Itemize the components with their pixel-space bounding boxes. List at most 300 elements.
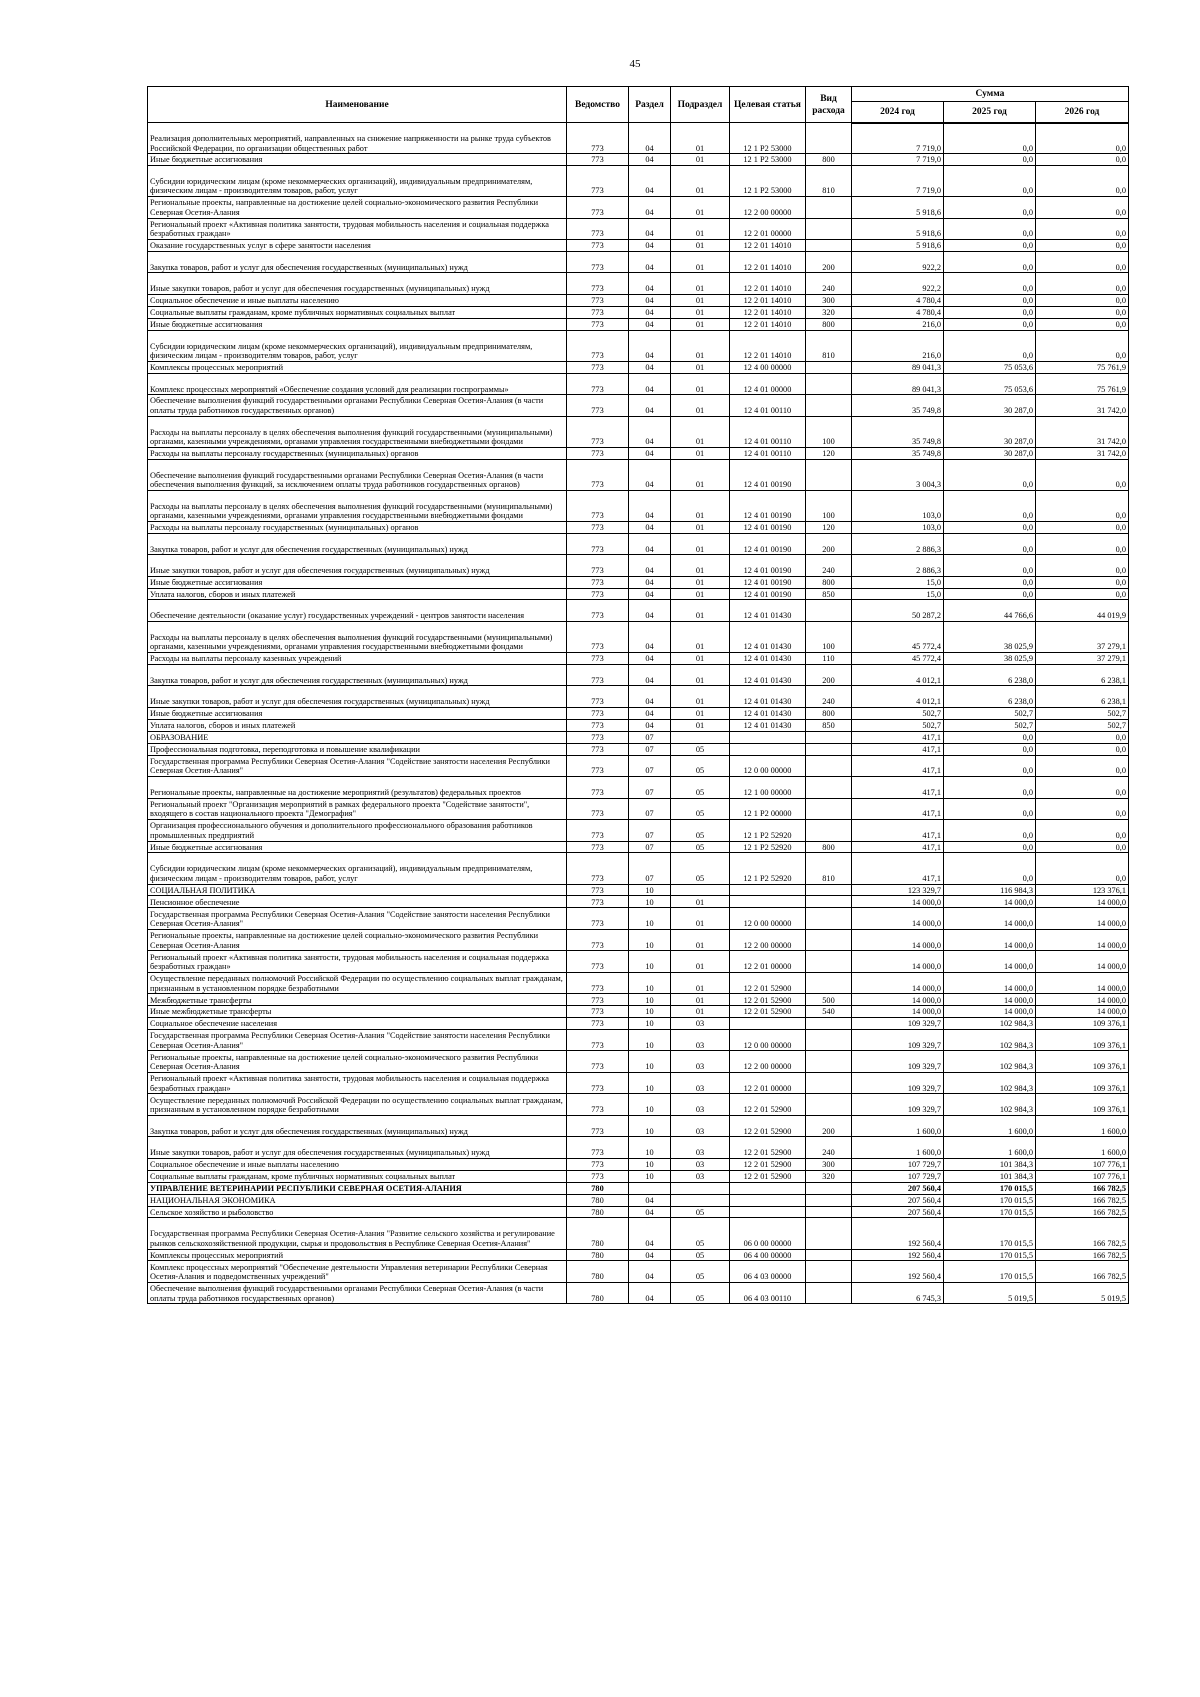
row-exptype-cell: 100 — [806, 490, 852, 521]
row-sum-2025-cell: 14 000,0 — [944, 896, 1036, 908]
row-sum-2025-cell: 6 238,0 — [944, 664, 1036, 686]
row-sum-2025-cell: 0,0 — [944, 755, 1036, 777]
row-sum-2026-cell: 0,0 — [1036, 755, 1129, 777]
row-subsection-cell: 03 — [671, 1018, 730, 1030]
row-name-cell: Осуществление переданных полномочий Российской Федерации по осуществлению социальных выплат гражданам, признанным в установленном порядке безработными — [148, 972, 567, 994]
row-sum-2024-cell: 7 719,0 — [852, 165, 944, 196]
row-name-cell: Пенсионное обеспечение — [148, 896, 567, 908]
row-section-cell: 10 — [629, 884, 671, 896]
row-exptype-cell: 810 — [806, 853, 852, 884]
row-subsection-cell: 03 — [671, 1158, 730, 1170]
row-name-cell: Региональные проекты, направленные на достижение целей социально-экономического развития Республики Северная Осетия-Алания — [148, 929, 567, 951]
row-target-cell: 06 0 00 00000 — [730, 1218, 806, 1249]
table-row — [148, 853, 1129, 884]
row-sum-2025-cell: 0,0 — [944, 459, 1036, 490]
table-row — [148, 521, 1129, 533]
row-target-cell — [730, 1194, 806, 1206]
row-name-cell: Закупка товаров, работ и услуг для обеспечения государственных (муниципальных) нужд — [148, 251, 567, 273]
row-subsection-cell: 03 — [671, 1072, 730, 1094]
row-section-cell: 04 — [629, 1261, 671, 1283]
table-row — [148, 1115, 1129, 1137]
row-section-cell: 04 — [629, 154, 671, 166]
row-sum-2026-cell: 0,0 — [1036, 197, 1129, 219]
row-section-cell: 04 — [629, 395, 671, 417]
row-section-cell: 10 — [629, 929, 671, 951]
row-subsection-cell: 01 — [671, 686, 730, 708]
row-exptype-cell — [806, 972, 852, 994]
row-exptype-cell: 240 — [806, 273, 852, 295]
row-sum-2024-cell: 417,1 — [852, 731, 944, 743]
row-sum-2025-cell: 102 984,3 — [944, 1018, 1036, 1030]
row-sum-2025-cell: 0,0 — [944, 218, 1036, 240]
row-subsection-cell: 01 — [671, 576, 730, 588]
row-subsection-cell: 01 — [671, 447, 730, 459]
table-row — [148, 664, 1129, 686]
row-exptype-cell — [806, 240, 852, 252]
row-target-cell: 12 2 01 52900 — [730, 1170, 806, 1182]
row-sum-2025-cell: 0,0 — [944, 240, 1036, 252]
row-sum-2024-cell: 45 772,4 — [852, 621, 944, 652]
table-row — [148, 896, 1129, 908]
row-subsection-cell: 01 — [671, 240, 730, 252]
row-exptype-cell — [806, 798, 852, 820]
row-name-cell: Оказание государственных услуг в сфере занятости населения — [148, 240, 567, 252]
row-target-cell: 12 2 01 00000 — [730, 218, 806, 240]
table-row — [148, 154, 1129, 166]
row-name-cell: Комплекс процессных мероприятий "Обеспечение деятельности Управления ветеринарии Республики Северная Осетия-Алания и подведомственных учреждений" — [148, 1261, 567, 1283]
row-exptype-cell — [806, 1051, 852, 1073]
row-sum-2025-cell: 0,0 — [944, 251, 1036, 273]
row-target-cell: 12 2 01 14010 — [730, 251, 806, 273]
row-subsection-cell: 05 — [671, 755, 730, 777]
table-row — [148, 447, 1129, 459]
row-exptype-cell: 850 — [806, 588, 852, 600]
row-exptype-cell — [806, 395, 852, 417]
row-sum-2026-cell: 1 600,0 — [1036, 1137, 1129, 1159]
row-sum-2026-cell: 0,0 — [1036, 777, 1129, 799]
row-sum-2026-cell: 0,0 — [1036, 576, 1129, 588]
row-subsection-cell: 01 — [671, 123, 730, 154]
row-sum-2025-cell: 102 984,3 — [944, 1051, 1036, 1073]
row-dept-cell: 773 — [567, 447, 629, 459]
table-row — [148, 1194, 1129, 1206]
row-subsection-cell: 01 — [671, 951, 730, 973]
row-section-cell: 04 — [629, 490, 671, 521]
row-section-cell — [629, 1182, 671, 1194]
row-sum-2025-cell: 1 600,0 — [944, 1115, 1036, 1137]
row-section-cell: 04 — [629, 240, 671, 252]
row-sum-2024-cell: 192 560,4 — [852, 1218, 944, 1249]
row-subsection-cell: 01 — [671, 994, 730, 1006]
row-name-cell: Реализация дополнительных мероприятий, направленных на снижение напряженности на рынке труда субъектов Российской Федерации, по организации общественных работ — [148, 123, 567, 154]
row-sum-2024-cell: 5 918,6 — [852, 240, 944, 252]
row-sum-2026-cell: 0,0 — [1036, 533, 1129, 555]
row-section-cell: 10 — [629, 1115, 671, 1137]
row-sum-2025-cell: 116 984,3 — [944, 884, 1036, 896]
row-subsection-cell: 03 — [671, 1115, 730, 1137]
row-dept-cell: 773 — [567, 533, 629, 555]
row-exptype-cell — [806, 218, 852, 240]
row-sum-2024-cell: 14 000,0 — [852, 896, 944, 908]
row-sum-2026-cell: 0,0 — [1036, 588, 1129, 600]
row-dept-cell: 773 — [567, 1029, 629, 1051]
table-row — [148, 972, 1129, 994]
row-sum-2026-cell: 0,0 — [1036, 294, 1129, 306]
row-sum-2026-cell: 1 600,0 — [1036, 1115, 1129, 1137]
row-subsection-cell: 05 — [671, 1282, 730, 1304]
row-dept-cell: 773 — [567, 1158, 629, 1170]
row-section-cell: 10 — [629, 1072, 671, 1094]
row-sum-2026-cell: 107 776,1 — [1036, 1158, 1129, 1170]
row-section-cell: 04 — [629, 123, 671, 154]
row-section-cell: 04 — [629, 588, 671, 600]
table-row — [148, 306, 1129, 318]
row-name-cell: УПРАВЛЕНИЕ ВЕТЕРИНАРИИ РЕСПУБЛИКИ СЕВЕРНАЯ ОСЕТИЯ-АЛАНИЯ — [148, 1182, 567, 1194]
table-row — [148, 330, 1129, 361]
row-section-cell: 04 — [629, 1206, 671, 1218]
table-row — [148, 1282, 1129, 1304]
row-sum-2026-cell: 0,0 — [1036, 240, 1129, 252]
row-section-cell: 10 — [629, 908, 671, 930]
row-sum-2024-cell: 4 780,4 — [852, 294, 944, 306]
row-sum-2025-cell: 170 015,5 — [944, 1218, 1036, 1249]
row-exptype-cell: 500 — [806, 994, 852, 1006]
row-target-cell: 12 1 00 00000 — [730, 777, 806, 799]
row-name-cell: Региональный проект "Организация мероприятий в рамках федерального проекта "Содействие занятости", входящего в состав национального проекта "Демография" — [148, 798, 567, 820]
row-sum-2026-cell: 0,0 — [1036, 251, 1129, 273]
row-dept-cell: 780 — [567, 1261, 629, 1283]
row-sum-2024-cell: 14 000,0 — [852, 929, 944, 951]
row-section-cell: 04 — [629, 306, 671, 318]
row-sum-2024-cell: 14 000,0 — [852, 908, 944, 930]
row-target-cell: 12 4 01 00190 — [730, 521, 806, 533]
row-target-cell: 12 2 01 14010 — [730, 273, 806, 295]
row-sum-2025-cell: 14 000,0 — [944, 951, 1036, 973]
row-target-cell: 12 2 01 52900 — [730, 994, 806, 1006]
row-sum-2025-cell: 0,0 — [944, 330, 1036, 361]
row-section-cell: 04 — [629, 521, 671, 533]
row-sum-2024-cell: 417,1 — [852, 777, 944, 799]
row-sum-2024-cell: 4 012,1 — [852, 686, 944, 708]
row-name-cell: Расходы на выплаты персоналу в целях обеспечения выполнения функций государственными (муниципальными) органами, казенными учреждениями, органами управления государственными внебюджетными фондами — [148, 490, 567, 521]
row-subsection-cell: 01 — [671, 294, 730, 306]
row-subsection-cell: 01 — [671, 373, 730, 395]
row-sum-2024-cell: 207 560,4 — [852, 1194, 944, 1206]
row-sum-2025-cell: 170 015,5 — [944, 1261, 1036, 1283]
row-name-cell: Региональный проект «Активная политика занятости, трудовая мобильность населения и социальная поддержка безработных граждан» — [148, 951, 567, 973]
row-target-cell: 12 4 01 01430 — [730, 664, 806, 686]
row-sum-2024-cell: 417,1 — [852, 798, 944, 820]
row-section-cell: 07 — [629, 743, 671, 755]
table-row — [148, 820, 1129, 842]
row-target-cell: 12 2 00 00000 — [730, 929, 806, 951]
row-subsection-cell: 05 — [671, 820, 730, 842]
row-target-cell — [730, 896, 806, 908]
row-sum-2024-cell: 107 729,7 — [852, 1158, 944, 1170]
row-sum-2025-cell: 0,0 — [944, 731, 1036, 743]
row-subsection-cell: 01 — [671, 1006, 730, 1018]
row-dept-cell: 780 — [567, 1249, 629, 1261]
row-sum-2025-cell: 14 000,0 — [944, 972, 1036, 994]
row-sum-2026-cell: 0,0 — [1036, 306, 1129, 318]
row-dept-cell: 773 — [567, 841, 629, 853]
row-sum-2026-cell: 6 238,1 — [1036, 686, 1129, 708]
row-section-cell: 10 — [629, 1137, 671, 1159]
col-header-section: Раздел — [629, 87, 671, 123]
row-dept-cell: 773 — [567, 1018, 629, 1030]
table-row — [148, 240, 1129, 252]
row-target-cell — [730, 1182, 806, 1194]
row-exptype-cell — [806, 123, 852, 154]
row-target-cell: 12 1 Р2 53000 — [730, 123, 806, 154]
row-section-cell: 07 — [629, 853, 671, 884]
row-dept-cell: 773 — [567, 555, 629, 577]
row-section-cell: 04 — [629, 165, 671, 196]
row-exptype-cell: 240 — [806, 686, 852, 708]
row-name-cell: Иные закупки товаров, работ и услуг для обеспечения государственных (муниципальных) нужд — [148, 1137, 567, 1159]
row-name-cell: Социальные выплаты гражданам, кроме публичных нормативных социальных выплат — [148, 306, 567, 318]
table-row — [148, 555, 1129, 577]
row-name-cell: Расходы на выплаты персоналу государственных (муниципальных) органов — [148, 447, 567, 459]
row-sum-2026-cell: 0,0 — [1036, 490, 1129, 521]
row-sum-2026-cell: 31 742,0 — [1036, 395, 1129, 417]
row-target-cell: 12 4 01 00190 — [730, 459, 806, 490]
row-sum-2025-cell: 102 984,3 — [944, 1029, 1036, 1051]
row-sum-2026-cell: 14 000,0 — [1036, 972, 1129, 994]
row-sum-2026-cell: 0,0 — [1036, 459, 1129, 490]
row-section-cell: 04 — [629, 459, 671, 490]
row-sum-2024-cell: 417,1 — [852, 841, 944, 853]
row-target-cell: 12 1 Р2 53000 — [730, 165, 806, 196]
row-sum-2026-cell: 44 019,9 — [1036, 600, 1129, 622]
row-sum-2024-cell: 35 749,8 — [852, 395, 944, 417]
row-sum-2025-cell: 30 287,0 — [944, 447, 1036, 459]
row-sum-2025-cell: 75 053,6 — [944, 373, 1036, 395]
table-row — [148, 123, 1129, 154]
row-sum-2025-cell: 0,0 — [944, 533, 1036, 555]
row-name-cell: Расходы на выплаты персоналу казенных учреждений — [148, 653, 567, 665]
row-dept-cell: 773 — [567, 707, 629, 719]
row-sum-2025-cell: 0,0 — [944, 841, 1036, 853]
row-subsection-cell: 05 — [671, 841, 730, 853]
row-sum-2026-cell: 14 000,0 — [1036, 1006, 1129, 1018]
table-row — [148, 1006, 1129, 1018]
row-sum-2026-cell: 502,7 — [1036, 719, 1129, 731]
row-sum-2026-cell: 502,7 — [1036, 707, 1129, 719]
row-dept-cell: 773 — [567, 853, 629, 884]
row-sum-2025-cell: 0,0 — [944, 743, 1036, 755]
table-row — [148, 1158, 1129, 1170]
row-sum-2026-cell: 166 782,5 — [1036, 1261, 1129, 1283]
row-exptype-cell — [806, 1206, 852, 1218]
row-exptype-cell: 100 — [806, 416, 852, 447]
row-exptype-cell — [806, 1218, 852, 1249]
row-section-cell: 04 — [629, 600, 671, 622]
row-dept-cell: 773 — [567, 197, 629, 219]
row-name-cell: Профессиональная подготовка, переподготовка и повышение квалификации — [148, 743, 567, 755]
row-sum-2025-cell: 0,0 — [944, 521, 1036, 533]
row-sum-2024-cell: 216,0 — [852, 318, 944, 330]
row-target-cell — [730, 743, 806, 755]
row-exptype-cell: 300 — [806, 294, 852, 306]
row-sum-2024-cell: 14 000,0 — [852, 972, 944, 994]
row-subsection-cell: 01 — [671, 218, 730, 240]
row-subsection-cell: 05 — [671, 1218, 730, 1249]
col-header-exptype: Вид расхода — [806, 87, 852, 123]
row-sum-2024-cell: 109 329,7 — [852, 1094, 944, 1116]
row-sum-2024-cell: 109 329,7 — [852, 1018, 944, 1030]
row-sum-2024-cell: 4 012,1 — [852, 664, 944, 686]
row-target-cell: 12 4 01 01430 — [730, 653, 806, 665]
table-body — [148, 123, 1129, 1304]
row-sum-2025-cell: 0,0 — [944, 306, 1036, 318]
row-target-cell: 12 2 01 14010 — [730, 306, 806, 318]
row-subsection-cell: 03 — [671, 1029, 730, 1051]
table-row — [148, 951, 1129, 973]
table-row — [148, 719, 1129, 731]
col-header-dept: Ведомство — [567, 87, 629, 123]
row-subsection-cell: 01 — [671, 896, 730, 908]
row-exptype-cell — [806, 755, 852, 777]
row-section-cell: 04 — [629, 664, 671, 686]
row-subsection-cell: 01 — [671, 490, 730, 521]
row-dept-cell: 773 — [567, 896, 629, 908]
row-dept-cell: 773 — [567, 798, 629, 820]
row-target-cell: 12 2 01 52900 — [730, 1094, 806, 1116]
row-section-cell: 10 — [629, 1029, 671, 1051]
row-target-cell: 12 2 01 14010 — [730, 294, 806, 306]
row-section-cell: 04 — [629, 447, 671, 459]
row-name-cell: Иные закупки товаров, работ и услуг для обеспечения государственных (муниципальных) нужд — [148, 273, 567, 295]
row-dept-cell: 780 — [567, 1194, 629, 1206]
row-target-cell: 12 0 00 00000 — [730, 908, 806, 930]
row-sum-2026-cell: 0,0 — [1036, 743, 1129, 755]
row-sum-2026-cell: 109 376,1 — [1036, 1094, 1129, 1116]
row-sum-2025-cell: 170 015,5 — [944, 1206, 1036, 1218]
row-dept-cell: 773 — [567, 994, 629, 1006]
row-subsection-cell: 01 — [671, 197, 730, 219]
col-header-2026: 2026 год — [1036, 102, 1129, 123]
row-sum-2025-cell: 38 025,9 — [944, 621, 1036, 652]
row-sum-2026-cell: 14 000,0 — [1036, 994, 1129, 1006]
row-subsection-cell: 05 — [671, 1249, 730, 1261]
row-section-cell: 04 — [629, 361, 671, 373]
row-dept-cell: 780 — [567, 1218, 629, 1249]
row-target-cell: 06 4 00 00000 — [730, 1249, 806, 1261]
row-section-cell: 10 — [629, 972, 671, 994]
col-header-sum: Сумма — [852, 87, 1129, 102]
row-name-cell: Межбюджетные трансферты — [148, 994, 567, 1006]
row-target-cell: 12 2 01 00000 — [730, 1072, 806, 1094]
row-dept-cell: 773 — [567, 1072, 629, 1094]
row-exptype-cell: 240 — [806, 1137, 852, 1159]
row-subsection-cell — [671, 1182, 730, 1194]
row-dept-cell: 773 — [567, 731, 629, 743]
row-section-cell: 04 — [629, 686, 671, 708]
row-sum-2025-cell: 502,7 — [944, 707, 1036, 719]
row-target-cell: 12 4 01 00110 — [730, 416, 806, 447]
row-section-cell: 10 — [629, 896, 671, 908]
row-name-cell: Субсидии юридическим лицам (кроме некоммерческих организаций), индивидуальным предпринимателям, физическим лицам - производителям товаров, работ, услуг — [148, 330, 567, 361]
row-subsection-cell: 01 — [671, 318, 730, 330]
row-exptype-cell — [806, 777, 852, 799]
row-dept-cell: 773 — [567, 459, 629, 490]
row-sum-2024-cell: 7 719,0 — [852, 154, 944, 166]
row-exptype-cell — [806, 1261, 852, 1283]
row-sum-2026-cell: 109 376,1 — [1036, 1018, 1129, 1030]
row-subsection-cell: 01 — [671, 653, 730, 665]
row-dept-cell: 773 — [567, 1051, 629, 1073]
row-name-cell: Региональный проект «Активная политика занятости, трудовая мобильность населения и социальная поддержка безработных граждан» — [148, 1072, 567, 1094]
col-header-2024: 2024 год — [852, 102, 944, 123]
row-sum-2026-cell: 0,0 — [1036, 330, 1129, 361]
row-name-cell: Уплата налогов, сборов и иных платежей — [148, 588, 567, 600]
row-dept-cell: 773 — [567, 294, 629, 306]
row-name-cell: Обеспечение выполнения функций государственными органами Республики Северная Осетия-Алания (в части оплаты труда работников государственных органов) — [148, 395, 567, 417]
row-target-cell: 12 0 00 00000 — [730, 1029, 806, 1051]
row-exptype-cell — [806, 1094, 852, 1116]
row-section-cell: 07 — [629, 755, 671, 777]
row-sum-2024-cell: 1 600,0 — [852, 1137, 944, 1159]
row-exptype-cell: 540 — [806, 1006, 852, 1018]
row-exptype-cell: 200 — [806, 251, 852, 273]
row-name-cell: Закупка товаров, работ и услуг для обеспечения государственных (муниципальных) нужд — [148, 533, 567, 555]
row-exptype-cell: 100 — [806, 621, 852, 652]
row-target-cell: 12 2 01 52900 — [730, 1137, 806, 1159]
row-sum-2026-cell: 37 279,1 — [1036, 653, 1129, 665]
row-sum-2024-cell: 14 000,0 — [852, 994, 944, 1006]
row-sum-2026-cell: 166 782,5 — [1036, 1194, 1129, 1206]
row-sum-2025-cell: 6 238,0 — [944, 686, 1036, 708]
row-dept-cell: 773 — [567, 719, 629, 731]
row-subsection-cell: 01 — [671, 719, 730, 731]
row-dept-cell: 773 — [567, 330, 629, 361]
row-exptype-cell — [806, 361, 852, 373]
row-dept-cell: 773 — [567, 621, 629, 652]
row-subsection-cell: 03 — [671, 1170, 730, 1182]
row-dept-cell: 773 — [567, 165, 629, 196]
row-section-cell: 07 — [629, 777, 671, 799]
row-sum-2026-cell: 0,0 — [1036, 798, 1129, 820]
row-exptype-cell: 800 — [806, 707, 852, 719]
row-target-cell: 12 4 01 00110 — [730, 447, 806, 459]
row-sum-2026-cell: 123 376,1 — [1036, 884, 1129, 896]
row-dept-cell: 773 — [567, 884, 629, 896]
row-exptype-cell — [806, 908, 852, 930]
row-sum-2026-cell: 14 000,0 — [1036, 929, 1129, 951]
row-sum-2024-cell: 417,1 — [852, 743, 944, 755]
row-target-cell: 06 4 03 00000 — [730, 1261, 806, 1283]
table-row — [148, 1218, 1129, 1249]
row-subsection-cell: 01 — [671, 664, 730, 686]
row-dept-cell: 773 — [567, 361, 629, 373]
row-sum-2025-cell: 170 015,5 — [944, 1194, 1036, 1206]
row-section-cell: 04 — [629, 273, 671, 295]
row-section-cell: 04 — [629, 621, 671, 652]
row-target-cell: 12 2 00 00000 — [730, 1051, 806, 1073]
row-exptype-cell — [806, 1018, 852, 1030]
row-subsection-cell — [671, 884, 730, 896]
row-sum-2025-cell: 502,7 — [944, 719, 1036, 731]
row-exptype-cell: 850 — [806, 719, 852, 731]
table-row — [148, 743, 1129, 755]
table-header — [148, 87, 1129, 123]
row-sum-2024-cell: 502,7 — [852, 719, 944, 731]
row-section-cell: 04 — [629, 251, 671, 273]
row-section-cell: 04 — [629, 533, 671, 555]
row-exptype-cell: 120 — [806, 447, 852, 459]
row-dept-cell: 773 — [567, 416, 629, 447]
